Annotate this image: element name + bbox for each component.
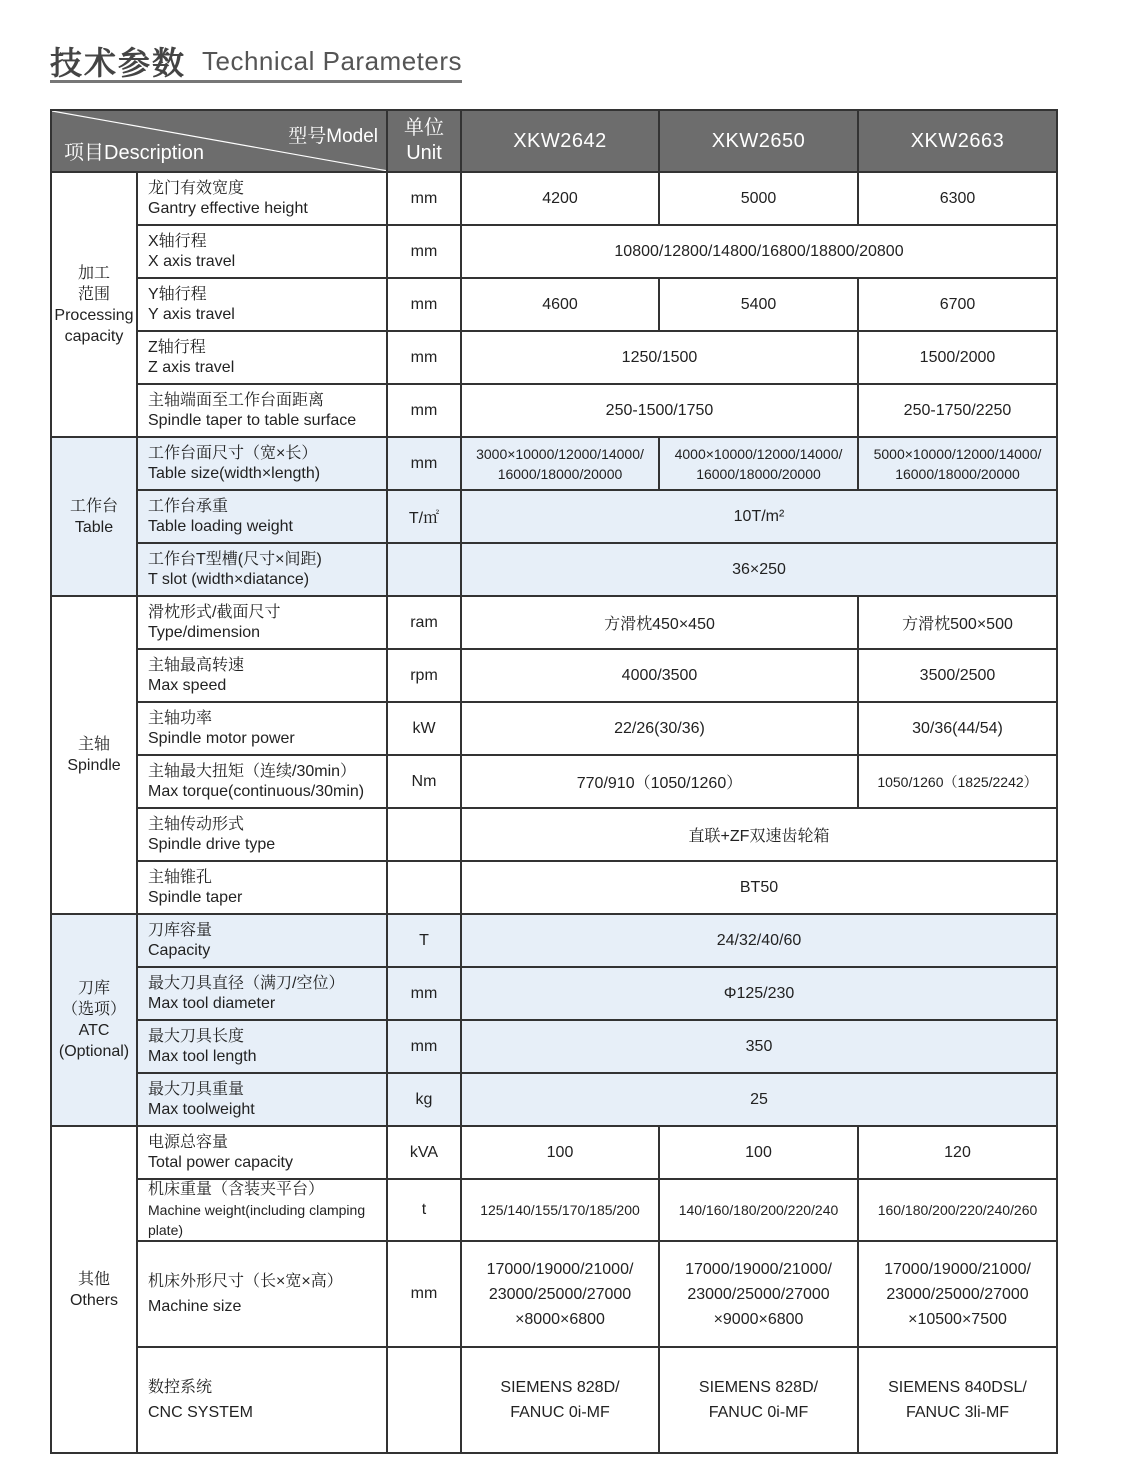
table-row — [51, 172, 1057, 225]
value-cell: 140/160/180/200/220/240 — [659, 1179, 858, 1241]
item-en: X axis travel — [148, 252, 236, 270]
value-line: 23000/25000/27000 — [886, 1285, 1029, 1303]
value-line: ×9000×6800 — [713, 1310, 804, 1328]
item-en: Capacity — [148, 941, 211, 959]
value-cell: 5000 — [659, 172, 858, 225]
item-zh: 主轴功率 — [148, 709, 213, 727]
value-cell: 36×250 — [461, 543, 1057, 596]
item-en: Z axis travel — [148, 358, 235, 376]
item-zh: 最大刀具长度 — [148, 1027, 245, 1045]
table-row — [51, 1073, 1057, 1126]
value-cell: 100 — [659, 1126, 858, 1179]
value-cell: 770/910（1050/1260） — [461, 755, 858, 808]
header-row — [51, 110, 1057, 172]
item-en: Spindle taper to table surface — [148, 411, 357, 429]
value-line: 5000×10000/12000/14000/ — [873, 445, 1042, 462]
unit-cell: kW — [387, 702, 461, 755]
unit-cell: mm — [387, 172, 461, 225]
item-en: Y axis travel — [148, 305, 235, 323]
value-cell: 160/180/200/220/240/260 — [858, 1179, 1057, 1241]
header-model-3: XKW2663 — [858, 110, 1057, 172]
header-model-1: XKW2642 — [461, 110, 659, 172]
category-en: Spindle — [67, 757, 121, 774]
item-en: T slot (width×diatance) — [148, 570, 310, 588]
value-cell: 4200 — [461, 172, 659, 225]
value-cell: 24/32/40/60 — [461, 914, 1057, 967]
category-zh-2: 范围 — [77, 285, 110, 303]
unit-cell: mm — [387, 278, 461, 331]
value-cell: 5400 — [659, 278, 858, 331]
item-cell — [137, 1179, 387, 1241]
category-en-1: Processing — [54, 306, 134, 324]
table-row — [51, 702, 1057, 755]
value-cell: 25 — [461, 1073, 1057, 1126]
table-row — [51, 1126, 1057, 1179]
header-description-cell — [51, 110, 387, 172]
category-en-1: ATC — [78, 1022, 110, 1039]
item-zh: 工作台T型槽(尺寸×间距) — [148, 550, 322, 568]
category-processing — [51, 172, 137, 437]
item-cell — [137, 1073, 387, 1126]
unit-cell: kg — [387, 1073, 461, 1126]
item-zh: 电源总容量 — [148, 1133, 229, 1151]
category-table — [51, 437, 137, 596]
category-spindle — [51, 596, 137, 914]
value-line: 16000/18000/20000 — [895, 465, 1020, 482]
category-zh: 工作台 — [69, 497, 118, 515]
value-cell: 250-1500/1750 — [461, 384, 858, 437]
value-line: FANUC 3li-MF — [905, 1404, 1010, 1421]
value-cell — [461, 437, 659, 490]
unit-cell: ram — [387, 596, 461, 649]
item-zh: 数控系统 — [148, 1379, 213, 1396]
item-en: Max tool length — [148, 1047, 257, 1065]
value-line: ×8000×6800 — [515, 1310, 605, 1328]
unit-cell: kVA — [387, 1126, 461, 1179]
value-cell: 1250/1500 — [461, 331, 858, 384]
item-cell — [137, 1241, 387, 1347]
unit-cell — [387, 808, 461, 861]
page-title — [50, 36, 462, 83]
unit-cell: rpm — [387, 649, 461, 702]
header-unit-zh: 单位 — [404, 117, 444, 139]
item-en: Table size(width×length) — [148, 464, 321, 482]
value-cell: 350 — [461, 1020, 1057, 1073]
header-unit-en: Unit — [406, 142, 442, 164]
item-cell — [137, 1347, 387, 1453]
item-cell — [137, 649, 387, 702]
item-cell — [137, 967, 387, 1020]
value-cell: 6700 — [858, 278, 1057, 331]
value-cell: BT50 — [461, 861, 1057, 914]
value-cell — [461, 1241, 659, 1347]
item-en: Table loading weight — [148, 517, 293, 535]
category-en-2: (Optional) — [58, 1043, 130, 1060]
title-en: Technical Parameters — [202, 46, 462, 76]
item-en: Spindle drive type — [148, 835, 276, 853]
table-row — [51, 543, 1057, 596]
value-line: 16000/18000/20000 — [497, 465, 623, 482]
item-zh: 主轴传动形式 — [148, 815, 245, 833]
item-en: Type/dimension — [148, 623, 261, 641]
item-cell — [137, 331, 387, 384]
table-row — [51, 861, 1057, 914]
item-zh: 主轴最高转速 — [148, 656, 245, 674]
table-row — [51, 278, 1057, 331]
item-en: Machine weight(including clamping plate) — [148, 1202, 366, 1238]
value-cell — [461, 1347, 659, 1453]
table-row — [51, 755, 1057, 808]
table-row — [51, 967, 1057, 1020]
item-zh: 刀库容量 — [148, 921, 213, 939]
item-en: Machine size — [148, 1298, 242, 1315]
value-cell: 30/36(44/54) — [858, 702, 1057, 755]
value-line: 4000×10000/12000/14000/ — [674, 445, 843, 462]
item-cell — [137, 861, 387, 914]
title-zh: 技术参数 — [50, 45, 187, 81]
item-zh: 滑枕形式/截面尺寸 — [148, 603, 281, 621]
category-zh: 其他 — [77, 1270, 110, 1288]
spec-table — [50, 109, 1058, 1454]
value-line: 17000/19000/21000/ — [685, 1260, 832, 1278]
value-line: SIEMENS 828D/ — [500, 1379, 620, 1396]
category-zh-1: 加工 — [77, 264, 110, 282]
item-cell — [137, 596, 387, 649]
unit-cell: T/㎡ — [387, 490, 461, 543]
unit-cell: mm — [387, 1020, 461, 1073]
item-en: Max speed — [148, 676, 227, 694]
value-line: 3000×10000/12000/14000/ — [476, 445, 644, 462]
unit-cell: mm — [387, 384, 461, 437]
item-en: Max toolweight — [148, 1100, 255, 1118]
item-zh: 主轴最大扭矩（连续/30min） — [148, 762, 357, 780]
value-line: 23000/25000/27000 — [488, 1285, 632, 1303]
item-cell — [137, 914, 387, 967]
item-cell — [137, 543, 387, 596]
table-row — [51, 808, 1057, 861]
header-model-2: XKW2650 — [659, 110, 858, 172]
value-cell: 250-1750/2250 — [858, 384, 1057, 437]
item-zh: 工作台面尺寸（宽×长） — [148, 444, 318, 462]
value-cell: 22/26(30/36) — [461, 702, 858, 755]
item-zh: Z轴行程 — [148, 338, 206, 356]
value-cell — [858, 1241, 1057, 1347]
unit-cell: Nm — [387, 755, 461, 808]
value-cell: 1500/2000 — [858, 331, 1057, 384]
value-cell — [659, 437, 858, 490]
value-line: 17000/19000/21000/ — [486, 1260, 634, 1278]
value-line: ×10500×7500 — [908, 1310, 1007, 1328]
value-cell — [858, 437, 1057, 490]
item-en: Max tool diameter — [148, 994, 276, 1012]
item-en: Spindle motor power — [148, 729, 295, 747]
value-line: SIEMENS 840DSL/ — [888, 1379, 1027, 1396]
category-zh-2: （选项） — [61, 1001, 126, 1018]
item-en: Gantry effective height — [148, 199, 308, 217]
category-en: Others — [69, 1291, 118, 1309]
table-row — [51, 914, 1057, 967]
value-cell: 120 — [858, 1126, 1057, 1179]
value-cell: 直联+ZF双速齿轮箱 — [461, 808, 1057, 861]
unit-cell: mm — [387, 967, 461, 1020]
category-zh-1: 刀库 — [77, 980, 110, 997]
unit-cell: mm — [387, 331, 461, 384]
value-line: FANUC 0i-MF — [708, 1404, 809, 1421]
item-cell — [137, 808, 387, 861]
value-cell: 方滑枕450×450 — [461, 596, 858, 649]
unit-cell: mm — [387, 437, 461, 490]
item-cell — [137, 1126, 387, 1179]
item-zh: 主轴端面至工作台面距离 — [148, 391, 325, 409]
item-cell — [137, 225, 387, 278]
value-cell: 4600 — [461, 278, 659, 331]
table-row — [51, 649, 1057, 702]
table-row — [51, 437, 1057, 490]
value-cell: Φ125/230 — [461, 967, 1057, 1020]
unit-cell: mm — [387, 225, 461, 278]
item-cell — [137, 702, 387, 755]
value-line: 23000/25000/27000 — [687, 1285, 830, 1303]
value-cell — [659, 1241, 858, 1347]
category-others — [51, 1126, 137, 1453]
table-row — [51, 490, 1057, 543]
item-cell — [137, 437, 387, 490]
item-zh: 最大刀具直径（满刀/空位） — [148, 974, 345, 992]
value-cell: 方滑枕500×500 — [858, 596, 1057, 649]
value-cell: 125/140/155/170/185/200 — [461, 1179, 659, 1241]
item-en: CNC SYSTEM — [148, 1404, 253, 1421]
unit-cell: mm — [387, 1241, 461, 1347]
item-zh: 机床外形尺寸（长×宽×高） — [148, 1273, 343, 1290]
value-line: FANUC 0i-MF — [510, 1404, 610, 1421]
unit-cell — [387, 1347, 461, 1453]
item-cell — [137, 490, 387, 543]
item-cell — [137, 278, 387, 331]
category-atc — [51, 914, 137, 1126]
value-cell — [858, 1347, 1057, 1453]
value-cell: 4000/3500 — [461, 649, 858, 702]
table-row — [51, 1020, 1057, 1073]
item-en: Spindle taper — [148, 888, 243, 906]
item-en: Max torque(continuous/30min) — [148, 782, 365, 800]
category-en-2: capacity — [64, 327, 124, 345]
item-cell — [137, 755, 387, 808]
category-zh: 主轴 — [77, 736, 110, 753]
item-zh: 机床重量（含装夹平台） — [148, 1181, 325, 1198]
value-cell: 10800/12800/14800/16800/18800/20800 — [461, 225, 1057, 278]
value-cell — [659, 1347, 858, 1453]
item-zh: 龙门有效宽度 — [148, 179, 245, 197]
table-row — [51, 596, 1057, 649]
item-zh: 最大刀具重量 — [148, 1080, 245, 1098]
value-cell: 10T/m² — [461, 490, 1057, 543]
item-cell — [137, 172, 387, 225]
unit-cell — [387, 861, 461, 914]
item-zh: Y轴行程 — [148, 285, 207, 303]
table-row — [51, 331, 1057, 384]
value-cell: 1050/1260（1825/2242） — [858, 755, 1057, 808]
table-row — [51, 1241, 1057, 1347]
item-zh: X轴行程 — [148, 232, 207, 250]
header-unit — [387, 110, 461, 172]
value-line: 16000/18000/20000 — [696, 465, 821, 482]
item-cell — [137, 384, 387, 437]
value-line: SIEMENS 828D/ — [698, 1379, 819, 1396]
value-line: 17000/19000/21000/ — [884, 1260, 1031, 1278]
unit-cell: t — [387, 1179, 461, 1241]
value-cell: 100 — [461, 1126, 659, 1179]
item-en: Total power capacity — [148, 1153, 293, 1171]
table-row — [51, 1347, 1057, 1453]
header-description-label: 项目Description — [64, 142, 205, 164]
category-en: Table — [74, 518, 114, 536]
item-zh: 主轴锥孔 — [148, 868, 213, 886]
table-row — [51, 1179, 1057, 1241]
table-row — [51, 225, 1057, 278]
table-row — [51, 384, 1057, 437]
unit-cell — [387, 543, 461, 596]
header-model-label: 型号Model — [288, 126, 378, 147]
unit-cell: T — [387, 914, 461, 967]
value-cell: 6300 — [858, 172, 1057, 225]
item-cell — [137, 1020, 387, 1073]
item-zh: 工作台承重 — [148, 497, 229, 515]
value-cell: 3500/2500 — [858, 649, 1057, 702]
